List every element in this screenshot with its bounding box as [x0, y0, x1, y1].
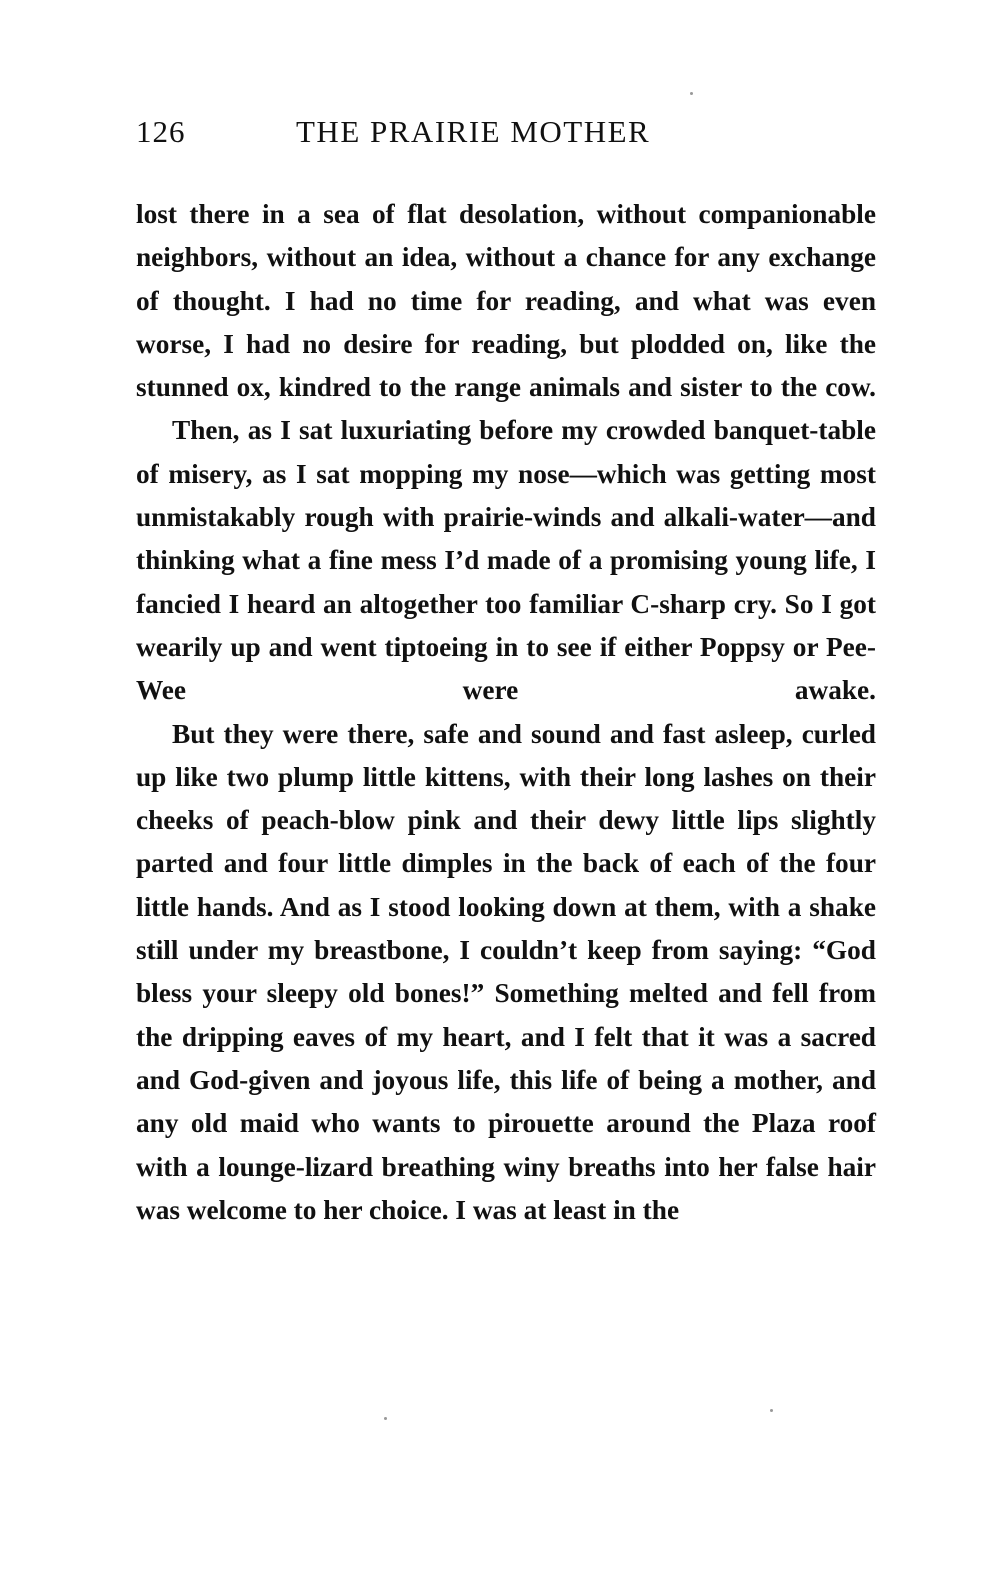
paragraph-1: lost there in a sea of flat desolation, without companionable neighbors, without an idea, without a chance for any exchange of thought. I had no time for reading, and what was even worse, I had no desire for reading, but plodded on, like the stunned ox, kindred to the range animals and sister to the cow.: [136, 199, 876, 403]
body-text: [136, 193, 876, 1232]
book-page: [136, 100, 876, 1232]
paragraph-3: But they were there, safe and sound and fast asleep, curled up like two plump little kittens, with their long lashes on their cheeks of peach-blow pink and their dewy little lips slightly parted and four little dimples in the back of each of the four little hands. And as I stood looking down at them, with a shake still under my breastbone, I couldn’t keep from saying: “God bless your sleepy old bones!” Something melted and fell from the dripping eaves of my heart, and I felt that it was a sacred and God-given and joyous life, this life of being a mother, and any old maid who wants to pirouette around the Plaza roof with a lounge-lizard breathing winy breaths into her false hair was welcome to her choice. I was at least in the: [136, 718, 876, 1225]
running-title: THE PRAIRIE MOTHER: [296, 114, 651, 149]
page-header: [136, 116, 876, 147]
scan-speck: [384, 1417, 387, 1420]
scan-speck: [770, 1409, 773, 1412]
paragraph-2: Then, as I sat luxuriating before my crowded banquet-table of misery, as I sat mopping my nose—which was getting most unmistakably rough with prairie-winds and alkali-water—and thinking what a fine mess I’d made of a promising young life, I fancied I heard an altogether too familiar C-sharp cry. So I got wearily up and went tiptoeing in to see if either Poppsy or Pee-Wee were awake.: [136, 415, 876, 706]
page-number: 126: [136, 114, 186, 149]
scan-speck: [690, 92, 693, 95]
